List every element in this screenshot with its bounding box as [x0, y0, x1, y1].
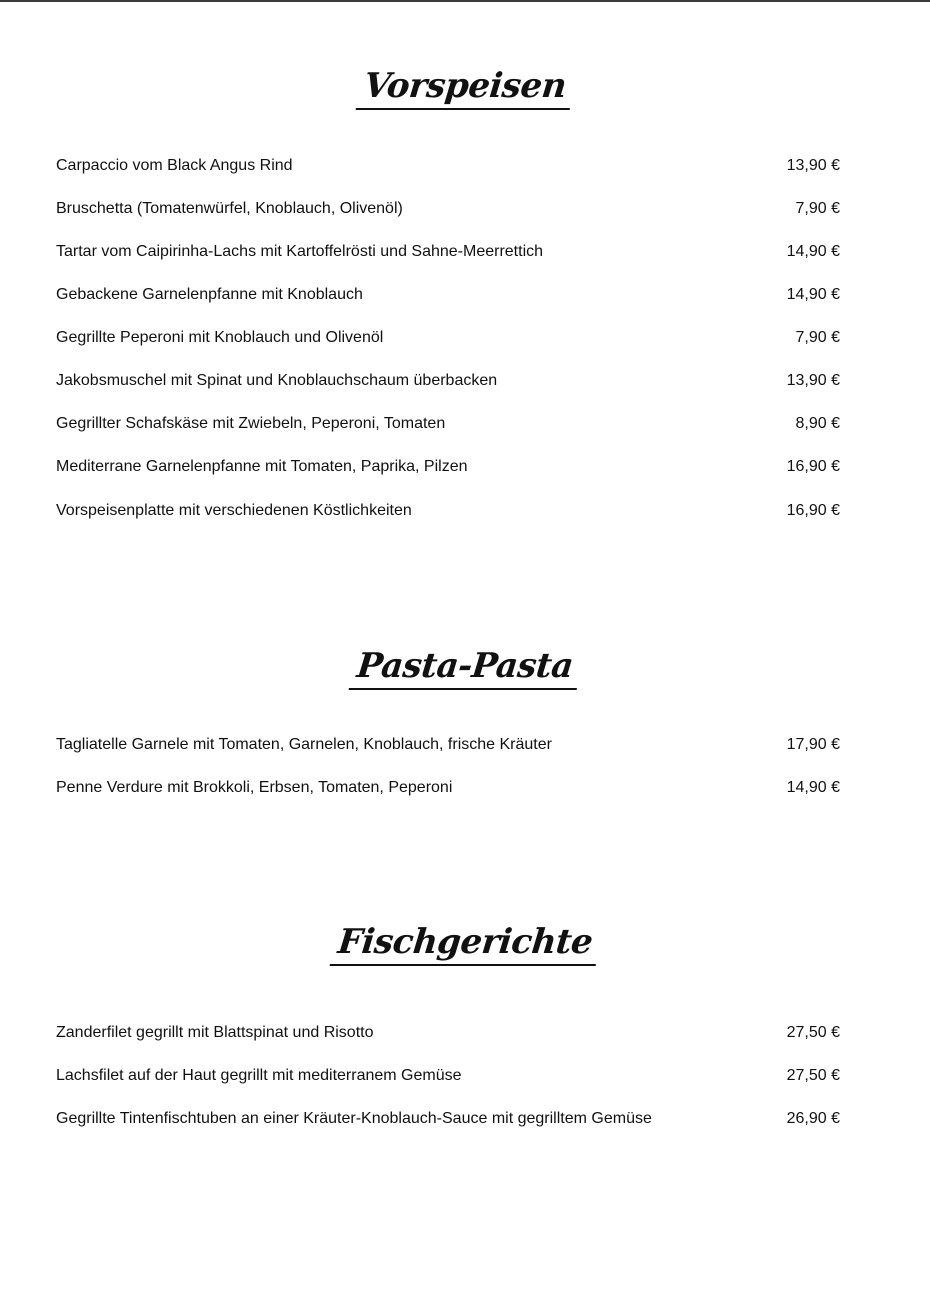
- item-name: Gegrillte Tintenfischtuben an einer Kräuter-Knoblauch-Sauce mit gegrilltem Gemüse: [56, 1110, 652, 1127]
- item-price: 14,90 €: [786, 779, 840, 796]
- item-name: Gegrillte Peperoni mit Knoblauch und Olivenöl: [56, 329, 384, 346]
- item-price: 8,90 €: [795, 415, 840, 432]
- menu-item: [56, 369, 840, 393]
- item-price: 13,90 €: [786, 157, 840, 174]
- item-name: Lachsfilet auf der Haut gegrillt mit mediterranem Gemüse: [56, 1067, 462, 1084]
- section-title-fischgerichte: Fischgerichte: [0, 922, 930, 966]
- item-name: Carpaccio vom Black Angus Rind: [56, 157, 293, 174]
- item-name: Zanderfilet gegrillt mit Blattspinat und Risotto: [56, 1024, 374, 1041]
- menu-item: [56, 499, 840, 523]
- item-name: Bruschetta (Tomatenwürfel, Knoblauch, Olivenöl): [56, 200, 403, 217]
- item-price: 16,90 €: [786, 458, 840, 475]
- item-price: 26,90 €: [786, 1110, 840, 1127]
- item-price: 27,50 €: [786, 1024, 840, 1041]
- page-top-border: [0, 0, 930, 2]
- menu-item: [56, 240, 840, 264]
- item-price: 13,90 €: [786, 372, 840, 389]
- item-name: Tagliatelle Garnele mit Tomaten, Garnelen, Knoblauch, frische Kräuter: [56, 736, 552, 753]
- menu-item: [56, 326, 840, 350]
- item-price: 14,90 €: [786, 243, 840, 260]
- menu-item: [56, 776, 840, 800]
- item-name: Gebackene Garnelenpfanne mit Knoblauch: [56, 286, 363, 303]
- item-name: Penne Verdure mit Brokkoli, Erbsen, Tomaten, Peperoni: [56, 779, 453, 796]
- menu-item: [56, 733, 840, 757]
- menu-item: [56, 283, 840, 307]
- menu-item: [56, 455, 840, 479]
- item-price: 17,90 €: [786, 736, 840, 753]
- item-price: 16,90 €: [786, 502, 840, 519]
- menu-item: [56, 1107, 840, 1131]
- item-name: Vorspeisenplatte mit verschiedenen Köstlichkeiten: [56, 502, 412, 519]
- item-name: Tartar vom Caipirinha-Lachs mit Kartoffelrösti und Sahne-Meerrettich: [56, 243, 544, 260]
- menu-item: [56, 197, 840, 221]
- item-name: Gegrillter Schafskäse mit Zwiebeln, Peperoni, Tomaten: [56, 415, 446, 432]
- item-name: Mediterrane Garnelenpfanne mit Tomaten, Paprika, Pilzen: [56, 458, 468, 475]
- item-name: Jakobsmuschel mit Spinat und Knoblauchschaum überbacken: [56, 372, 498, 389]
- section-title-vorspeisen: Vorspeisen: [0, 66, 930, 110]
- item-price: 7,90 €: [795, 329, 840, 346]
- menu-item: [56, 412, 840, 436]
- item-price: 7,90 €: [795, 200, 840, 217]
- section-title-pasta: Pasta-Pasta: [0, 646, 930, 690]
- menu-item: [56, 154, 840, 178]
- item-price: 14,90 €: [786, 286, 840, 303]
- menu-item: [56, 1021, 840, 1045]
- menu-item: [56, 1064, 840, 1088]
- item-price: 27,50 €: [786, 1067, 840, 1084]
